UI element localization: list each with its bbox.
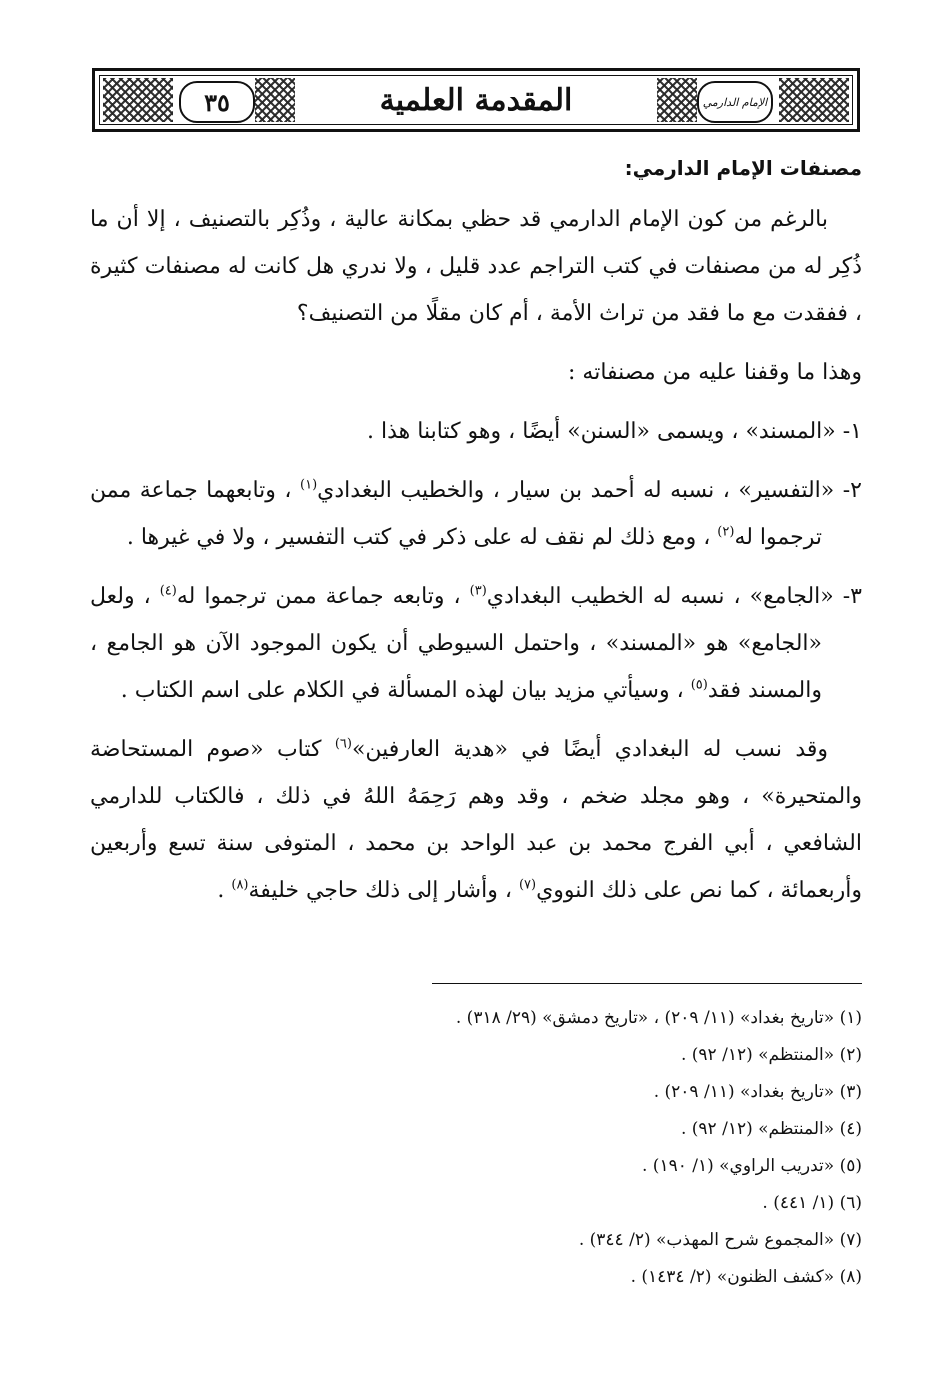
footnote-ref[interactable]: (٦): [334, 736, 352, 752]
running-title: المقدمة العلمية: [305, 77, 647, 123]
item-text: ، ومع ذلك لم نقف له على ذكر في كتب التفسير ، ولا في غيرها .: [126, 525, 718, 550]
footnote-ref[interactable]: (٧): [518, 877, 537, 893]
footnote-ref[interactable]: (٢): [717, 524, 735, 540]
footnote-ref[interactable]: (٣): [469, 583, 487, 599]
footnote-ref[interactable]: (٨): [231, 877, 249, 893]
book-logo: الإمام الدارمي: [697, 81, 773, 123]
footnote: (٧) «المجموع شرح المهذب» (٢/ ٣٤٤) .: [578, 1230, 862, 1250]
para-text: وقد نسب له البغدادي أيضًا في «هدية العارفين»: [351, 737, 829, 762]
footnote: (٣) «تاريخ بغداد» (١١/ ٢٠٩) .: [653, 1082, 862, 1102]
item-text: ٢- «التفسير» ، نسبه له أحمد بن سيار ، والخطيب البغدادي: [317, 478, 862, 503]
main-text: [90, 150, 862, 926]
footnote: (٥) «تدريب الراوي» (١/ ١٩٠) .: [641, 1156, 862, 1176]
list-item-jami: [90, 573, 862, 714]
footnote: (٢) «المنتظم» (١٢/ ٩٢) .: [680, 1045, 862, 1065]
footnote: (٦) (١/ ٤٤١) .: [762, 1193, 862, 1213]
footnote: (٤) «المنتظم» (١٢/ ٩٢) .: [680, 1119, 862, 1139]
paragraph-intro: بالرغم من كون الإمام الدارمي قد حظي بمكانة عالية ، وذُكِر بالتصنيف ، إلا أن ما ذُكِر له من مصنفات في كتب التراجم عدد قليل ، ولا ندري هل كانت له مصنفات كثيرة ، ففقدت مع ما فقد من تراث الأمة ، أم كان مقلًا من التصنيف؟: [90, 207, 862, 326]
footnote-ref[interactable]: (٤): [159, 583, 177, 599]
footnote-ref[interactable]: (٥): [690, 677, 708, 693]
para-text: ، وأشار إلى ذلك حاجي خليفة: [248, 878, 519, 903]
footnote-divider: [432, 983, 862, 984]
item-text: ، ولعل «الجامع» هو «المسند» ، واحتمل السيوطي أن يكون الموجود الآن هو الجامع ، والمسند فقد: [90, 584, 822, 703]
section-heading: مصنفات الإمام الدارمي:: [624, 156, 862, 180]
footnote: (٨) «كشف الظنون» (٢/ ١٤٣٤) .: [630, 1267, 862, 1287]
item-text: ، وسيأتي مزيد بيان لهذه المسألة في الكلام على اسم الكتاب .: [120, 678, 691, 703]
header-ornament-right: [779, 78, 849, 122]
para-text: كتاب «صوم المستحاضة والمتحيرة» ، وهو مجلد ضخم ، وقد وهم رَحِمَهُ اللهُ في ذلك ، فالكتاب للدارمي الشافعي ، أبي الفرج محمد بن عبد الواحد بن محمد ، المتوفى سنة تسع وأربعين وأربعمائة ، كما نص على ذلك النووي: [90, 737, 862, 903]
page-number: ٣٥: [179, 81, 255, 123]
header-ornament-left-inner: [255, 78, 295, 122]
item-text: ، وتابعهما جماعة ممن ترجموا له: [90, 478, 822, 550]
paragraph-closing: [90, 726, 862, 914]
footnote-ref[interactable]: (١): [300, 477, 318, 493]
footnotes: [300, 1000, 862, 1296]
header-ornament-right-inner: [657, 78, 697, 122]
para-text: .: [217, 878, 232, 903]
item-text: ٣- «الجامع» ، نسبه له الخطيب البغدادي: [486, 584, 862, 609]
list-item-musnad: ١- «المسند» ، ويسمى «السنن» أيضًا ، وهو كتابنا هذا .: [367, 419, 862, 444]
paragraph-list-lead: وهذا ما وقفنا عليه من مصنفاته :: [568, 360, 862, 385]
page-header: [92, 68, 860, 132]
footnote: (١) «تاريخ بغداد» (١١/ ٢٠٩) ، «تاريخ دمشق» (٢٩/ ٣١٨) .: [455, 1008, 862, 1028]
header-ornament-left: [103, 78, 173, 122]
item-text: ، وتابعه جماعة ممن ترجموا له: [176, 584, 470, 609]
list-item-tafsir: [90, 467, 862, 561]
